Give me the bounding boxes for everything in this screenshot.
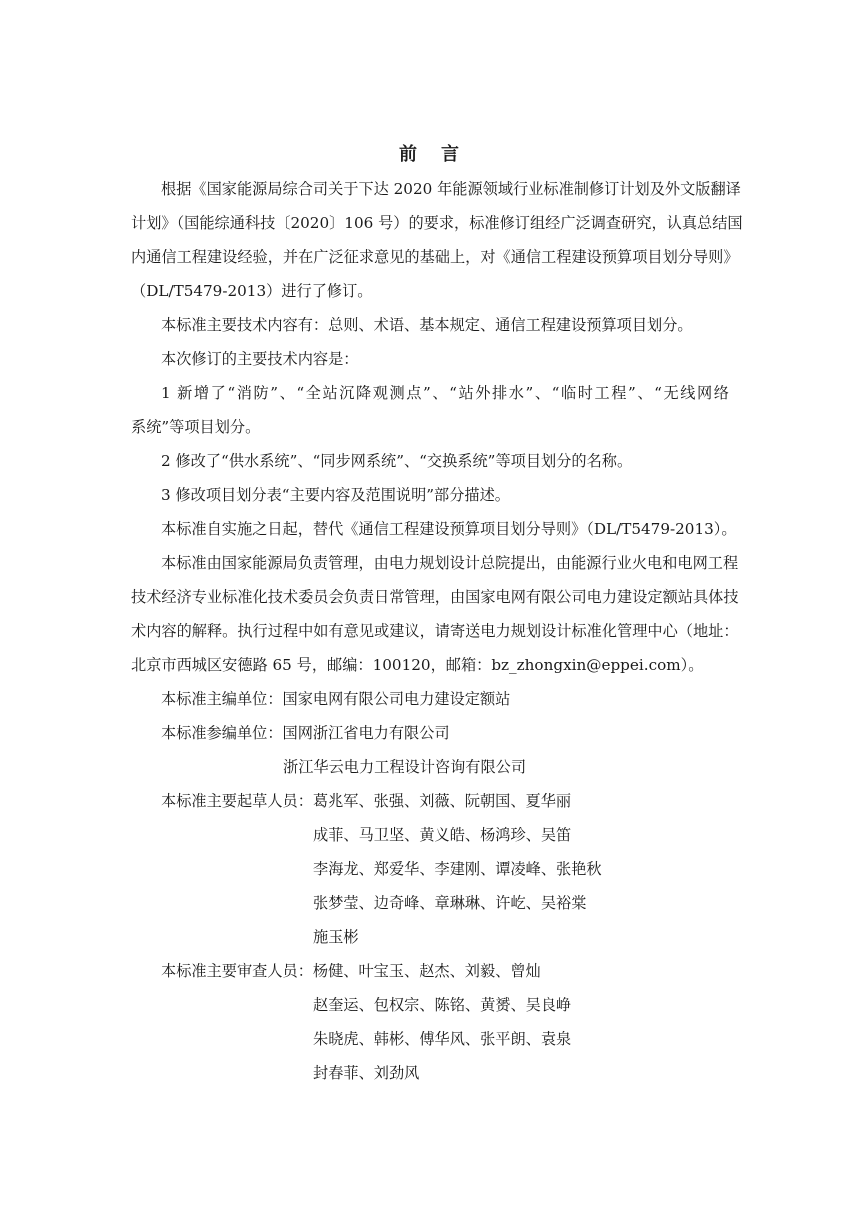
- drafters-names-5: 施玉彬: [313, 928, 359, 946]
- reviewers-first-line: [161, 961, 541, 981]
- paragraph-4: 本标准自实施之日起，替代《通信工程建设预算项目划分导则》（DL/T5479-2013）。: [161, 520, 737, 538]
- participating-units: [161, 723, 450, 743]
- paragraph-1-line-2: 计划》（国能综通科技〔2020〕106 号）的要求，标准修订组经广泛调查研究，认真总结国: [131, 214, 743, 232]
- paragraph-1-line-3: 内通信工程建设经验，并在广泛征求意见的基础上，对《通信工程建设预算项目划分导则》: [131, 248, 739, 266]
- participating-unit-1: 国网浙江省电力有限公司: [282, 724, 450, 742]
- drafters-names-2: 成菲、马卫坚、黄义皓、杨鸿珍、吴笛: [313, 826, 572, 844]
- participating-units-label: 本标准参编单位：: [161, 724, 283, 742]
- paragraph-3: 本次修订的主要技术内容是：: [161, 350, 359, 368]
- paragraph-2: 本标准主要技术内容有：总则、术语、基本规定、通信工程建设预算项目划分。: [161, 316, 693, 334]
- item-1-line-1: 1 新增了“消防”、“全站沉降观测点”、“站外排水”、“临时工程”、“无线网络: [161, 384, 729, 402]
- paragraph-1-line-1: 根据《国家能源局综合司关于下达 2020 年能源领域行业标准制修订计划及外文版翻译: [161, 180, 741, 198]
- drafters-label: 本标准主要起草人员：: [161, 792, 313, 810]
- reviewers-names-1: 杨健、叶宝玉、赵杰、刘毅、曾灿: [312, 962, 541, 980]
- reviewers-names-3: 朱晓虎、韩彬、傅华风、张平朗、袁泉: [313, 1030, 572, 1048]
- reviewers-label: 本标准主要审查人员：: [161, 962, 313, 980]
- title-char-2: 言: [441, 144, 461, 165]
- reviewers-names-4: 封春菲、刘劲风: [313, 1064, 420, 1082]
- drafters-names-1: 葛兆军、张强、刘薇、阮朝国、夏华丽: [312, 792, 572, 810]
- item-3: 3 修改项目划分表“主要内容及范围说明”部分描述。: [161, 486, 510, 504]
- paragraph-1-line-4: （DL/T5479-2013）进行了修订。: [131, 282, 373, 300]
- participating-unit-2: 浙江华云电力工程设计咨询有限公司: [283, 758, 526, 776]
- reviewers-names-2: 赵奎运、包权宗、陈铭、黄赟、吴良峥: [313, 996, 572, 1014]
- paragraph-5-line-1: 本标准由国家能源局负责管理，由电力规划设计总院提出，由能源行业火电和电网工程: [161, 554, 739, 572]
- item-2: 2 修改了“供水系统”、“同步网系统”、“交换系统”等项目划分的名称。: [161, 452, 633, 470]
- item-1-line-2: 系统”等项目划分。: [131, 418, 261, 436]
- title-char-1: 前: [399, 144, 419, 165]
- paragraph-5-line-4: 北京市西城区安德路 65 号，邮编：100120，邮箱：bz_zhongxin@eppei.com）。: [131, 656, 704, 674]
- chief-editor-unit: 本标准主编单位：国家电网有限公司电力建设定额站: [161, 690, 511, 708]
- drafters-first-line: [161, 791, 571, 811]
- drafters-names-4: 张梦莹、边奇峰、章琳琳、许屹、吴裕棠: [313, 894, 587, 912]
- paragraph-5-line-2: 技术经济专业标准化技术委员会负责日常管理，由国家电网有限公司电力建设定额站具体技: [131, 588, 739, 606]
- paragraph-5-line-3: 术内容的解释。执行过程中如有意见或建议，请寄送电力规划设计标准化管理中心（地址：: [131, 622, 739, 640]
- page-title: [0, 140, 860, 166]
- drafters-names-3: 李海龙、郑爱华、李建刚、谭凌峰、张艳秋: [313, 860, 602, 878]
